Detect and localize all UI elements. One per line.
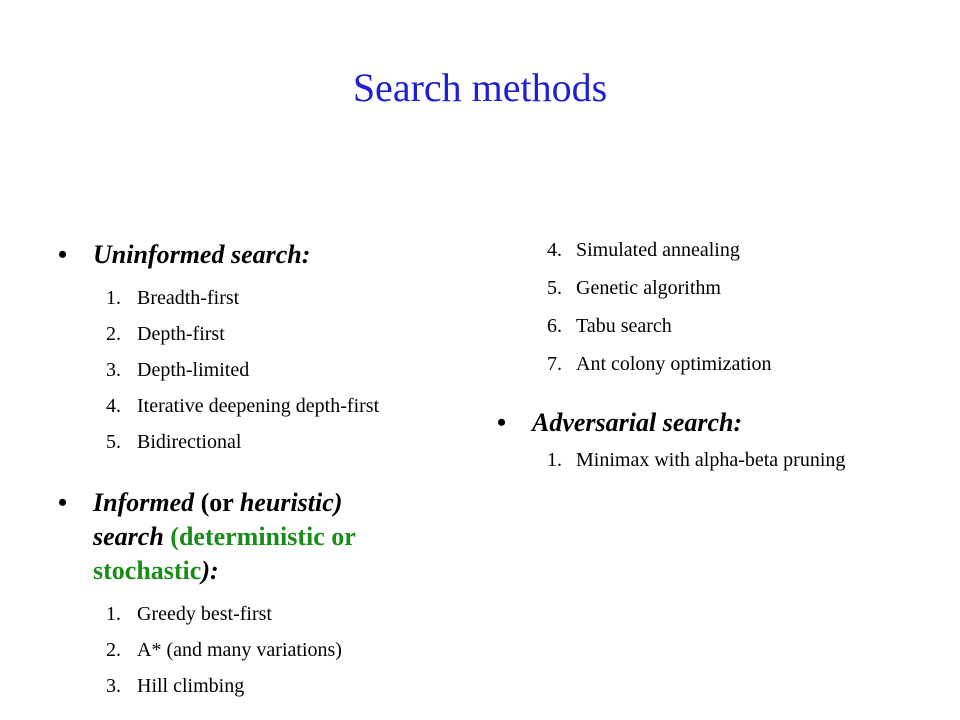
list-item-number: 2. xyxy=(106,639,121,661)
informed-list-right xyxy=(497,238,937,376)
list-item xyxy=(497,238,937,262)
list-item-number: 3. xyxy=(106,675,121,697)
list-item-number: 3. xyxy=(106,359,121,381)
list-item xyxy=(497,448,856,472)
adversarial-heading-text: Adversarial search: xyxy=(532,408,743,437)
list-item xyxy=(58,394,458,418)
list-item-text: Depth-first xyxy=(137,323,225,345)
list-item-number: 1. xyxy=(106,603,121,625)
list-item-text: A* (and many variations) xyxy=(137,639,342,661)
informed-heading-p5: (deterministic or stochastic xyxy=(93,522,356,585)
informed-heading xyxy=(58,486,458,588)
list-item xyxy=(58,430,458,454)
adversarial-list xyxy=(497,448,937,472)
list-item-number: 7. xyxy=(547,353,562,375)
uninformed-heading-text: Uninformed search: xyxy=(93,240,311,269)
informed-heading-p4: search xyxy=(93,522,164,551)
list-item xyxy=(58,358,458,382)
list-item-text: Depth-limited xyxy=(137,359,250,381)
list-item-number: 4. xyxy=(547,239,562,261)
list-item xyxy=(497,352,937,376)
list-item-number: 4. xyxy=(106,395,121,417)
slide-title: Search methods xyxy=(352,65,608,110)
list-item xyxy=(58,638,458,662)
bullet-dot-icon: • xyxy=(58,240,68,269)
list-item-text: Hill climbing xyxy=(137,675,245,697)
list-item xyxy=(58,322,458,346)
list-item-number: 1. xyxy=(547,449,562,471)
uninformed-list xyxy=(58,286,458,454)
list-item-number: 6. xyxy=(547,315,562,337)
list-item xyxy=(58,286,458,310)
list-item-text: Ant colony optimization xyxy=(576,353,772,375)
informed-heading-p2: (or xyxy=(194,488,240,517)
list-item-text: Iterative deepening depth-first xyxy=(137,395,380,417)
bullet-dot-icon: • xyxy=(497,408,507,437)
list-item-text: Greedy best-first xyxy=(137,603,272,625)
list-item-text: Genetic algorithm xyxy=(576,277,721,299)
informed-list-left xyxy=(58,602,458,698)
list-item-text: Breadth-first xyxy=(137,287,240,309)
informed-heading-p1: Informed xyxy=(93,488,195,517)
adversarial-heading xyxy=(497,406,937,440)
list-item-number: 5. xyxy=(106,431,121,453)
bullet-dot-icon: • xyxy=(58,488,68,517)
list-item xyxy=(58,602,458,626)
list-item-number: 5. xyxy=(547,277,562,299)
left-column xyxy=(58,232,458,710)
list-item xyxy=(497,276,937,300)
list-item xyxy=(58,674,458,698)
uninformed-heading xyxy=(58,238,458,272)
list-item-number: 2. xyxy=(106,323,121,345)
informed-heading-p6: ): xyxy=(201,556,219,585)
list-item-number: 1. xyxy=(106,287,121,309)
informed-heading-p3: heuristic) xyxy=(239,488,343,517)
list-item xyxy=(497,314,937,338)
list-item-text: Simulated annealing xyxy=(576,239,740,261)
list-item-text: Tabu search xyxy=(576,315,672,337)
list-item-text: Bidirectional xyxy=(137,431,242,453)
right-column xyxy=(497,232,937,484)
list-item-text: Minimax with alpha-beta pruning xyxy=(576,449,846,471)
